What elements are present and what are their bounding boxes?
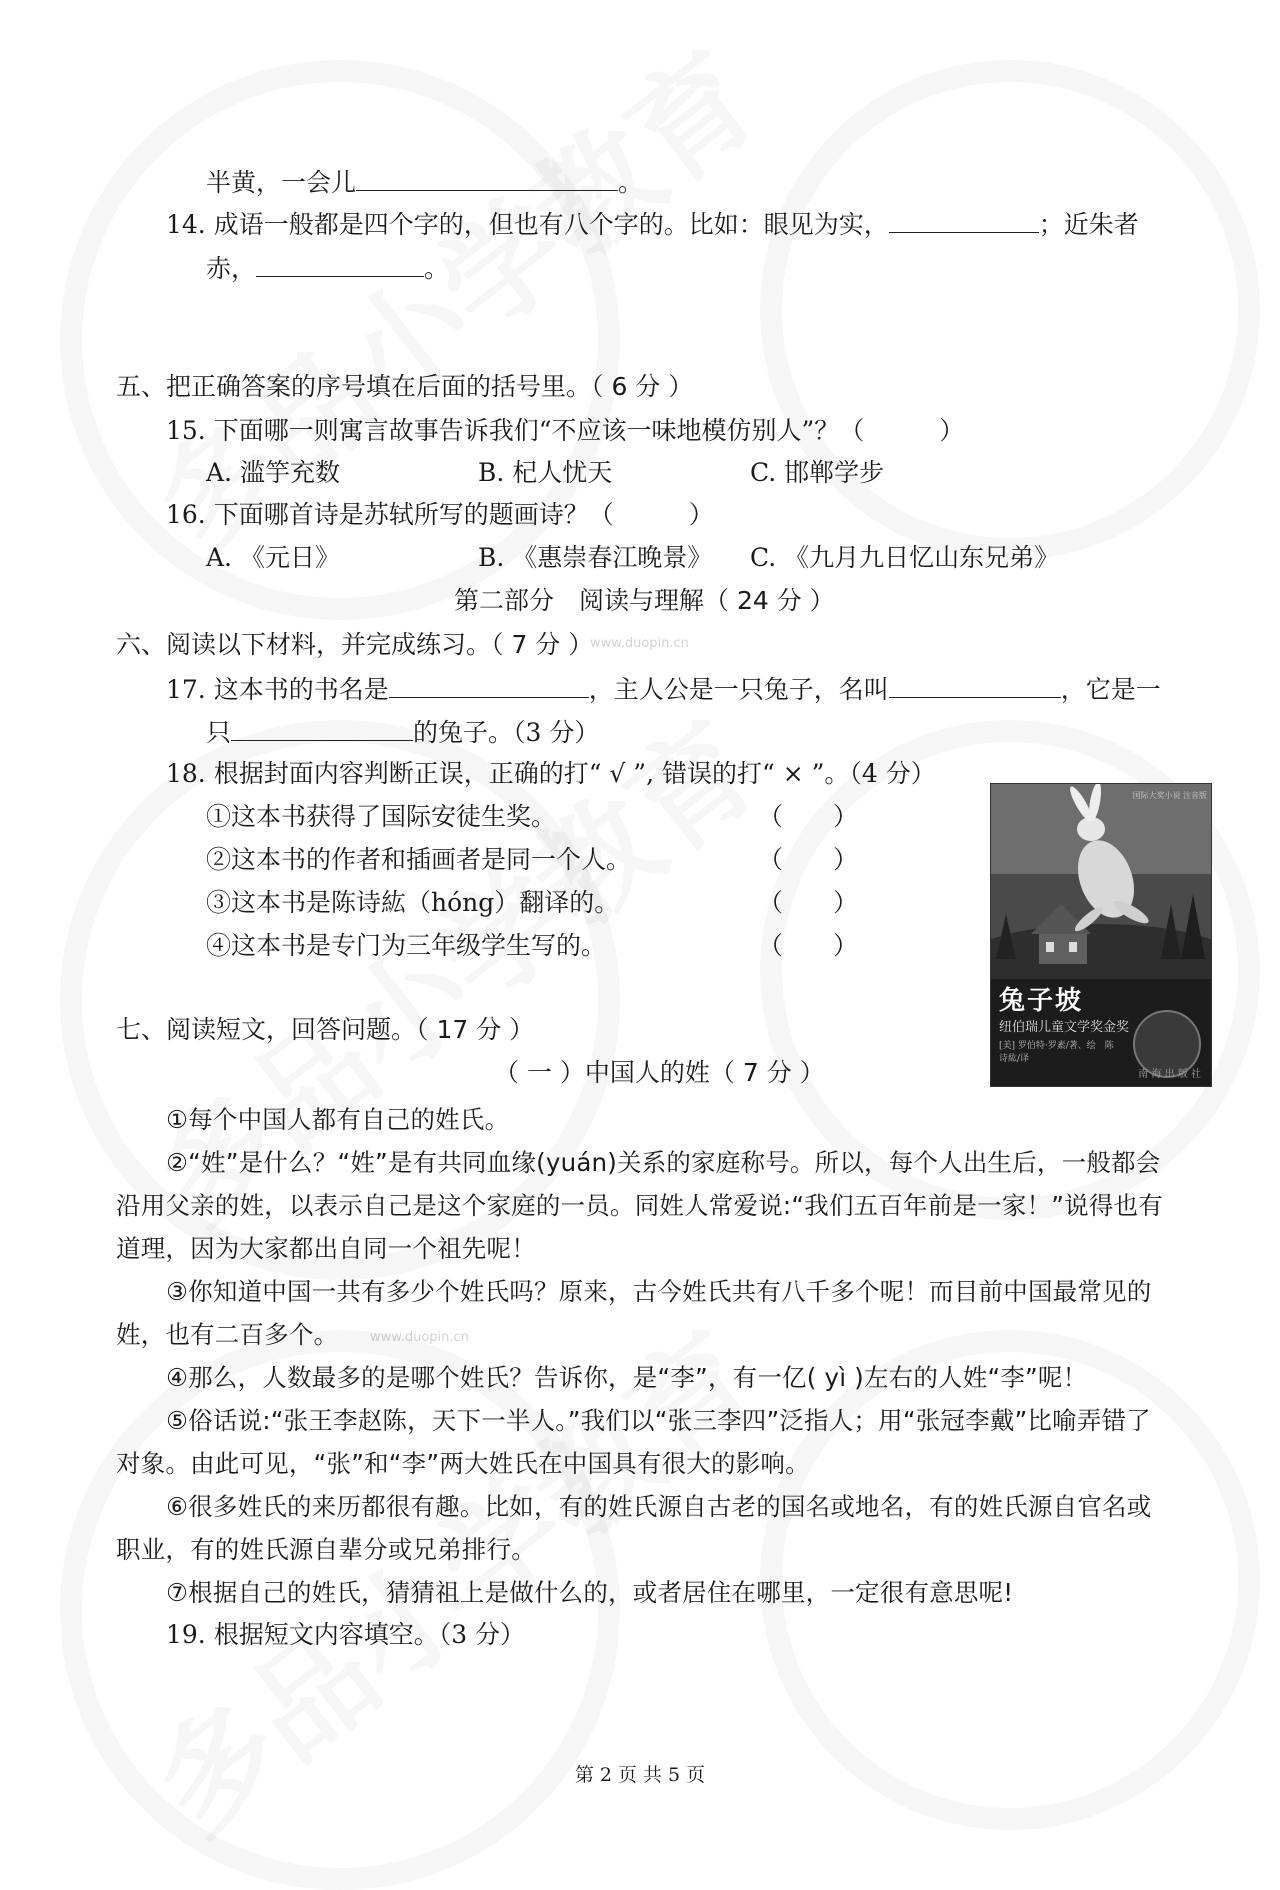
passage-paragraph-6: ⑥很多姓氏的来历都很有趣。比如，有的姓氏源自古老的国名或地名，有的姓氏源自官名或职业，有的姓氏源自辈分或兄弟排行。 bbox=[116, 1492, 1152, 1564]
cover-publisher: 南 海 出 版 社 bbox=[1138, 1069, 1201, 1080]
q18-item-2: ②这本书的作者和插画者是同一个人。 bbox=[206, 845, 632, 874]
q18-answer-paren[interactable]: （ ） bbox=[758, 845, 859, 874]
section-7-heading: 七、阅读短文，回答问题。（ 17 分 ） bbox=[116, 1015, 535, 1044]
q18-answer-paren[interactable]: （ ） bbox=[758, 931, 859, 960]
question-19: 19. 根据短文内容填空。（3 分） bbox=[166, 1620, 526, 1649]
q18-item-1: ①这本书获得了国际安徒生奖。 bbox=[206, 802, 557, 831]
q15-option-a[interactable]: A. 滥竽充数 bbox=[206, 458, 340, 487]
answer-blank[interactable] bbox=[256, 250, 424, 277]
question-16: 16. 下面哪首诗是苏轼所写的题画诗？（ ） bbox=[166, 500, 714, 529]
question-18: 18. 根据封面内容判断正误，正确的打“ √ ”, 错误的打“ × ”。（4 分） bbox=[166, 759, 936, 788]
passage-paragraph-3: ③你知道中国一共有多少个姓氏吗？原来，古今姓氏共有八千多个呢！而目前中国最常见的姓，也有二百多个。 bbox=[116, 1277, 1152, 1349]
cover-title: 兔子坡 bbox=[999, 986, 1084, 1016]
passage-paragraph-1: ①每个中国人都有自己的姓氏。 bbox=[166, 1105, 510, 1134]
answer-blank[interactable] bbox=[231, 714, 413, 741]
q18-item-3: ③这本书是陈诗紘（hóng）翻译的。 bbox=[206, 888, 620, 917]
q18-answer-paren[interactable]: （ ） bbox=[758, 802, 859, 831]
answer-blank[interactable] bbox=[356, 164, 618, 191]
question-17: 17. 这本书的书名是 ，主人公是一只兔子，名叫 ，它是一 bbox=[166, 671, 1161, 707]
section-5-heading: 五、把正确答案的序号填在后面的括号里。（ 6 分 ） bbox=[116, 372, 694, 401]
answer-blank[interactable] bbox=[389, 671, 589, 698]
book-cover-image bbox=[990, 783, 1212, 1087]
watermark-site: www.duopin.cn bbox=[370, 1330, 469, 1345]
part-2-heading: 第二部分 阅读与理解（ 24 分 ） bbox=[454, 586, 835, 615]
question-17-line2: 只 的兔子。（3 分） bbox=[206, 714, 599, 750]
passage-paragraph-4: ④那么，人数最多的是哪个姓氏？告诉你，是“李”，有一亿( yì )左右的人姓“李”呢！ bbox=[166, 1363, 1088, 1392]
q16-option-b[interactable]: B. 《惠崇春江晚景》 bbox=[478, 543, 713, 572]
passage-title: （ 一 ）中国人的姓（ 7 分 ） bbox=[494, 1058, 825, 1087]
cover-illustration bbox=[991, 784, 1211, 979]
section-6-heading: 六、阅读以下材料，并完成练习。（ 7 分 ） bbox=[116, 630, 594, 659]
cover-author: [美] 罗伯特·罗素/著、绘 陈诗紘/译 bbox=[999, 1041, 1114, 1064]
passage-paragraph-2: ②“姓”是什么？“姓”是有共同血缘(yuán)关系的家庭称号。所以，每个人出生后，一般都会沿用父亲的姓，以表示自己是这个家庭的一员。同姓人常爱说:“我们五百年前是一家！”说得也有道理，因为大家都出自同一个祖先呢！ bbox=[116, 1148, 1163, 1263]
q18-answer-paren[interactable]: （ ） bbox=[758, 888, 859, 917]
question-14: 14. 成语一般都是四个字的，但也有八个字的。比如：眼见为实， ；近朱者 bbox=[166, 206, 1139, 242]
question-15: 15. 下面哪一则寓言故事告诉我们“不应该一味地模仿别人”？（ ） bbox=[166, 416, 965, 445]
page-number: 第 2 页 共 5 页 bbox=[574, 1764, 706, 1786]
cover-series-label: 国际大奖小说 注音版 bbox=[1132, 791, 1207, 800]
answer-blank[interactable] bbox=[889, 671, 1061, 698]
question-14-line2: 赤， 。 bbox=[206, 250, 449, 286]
answer-blank[interactable] bbox=[889, 206, 1039, 233]
q16-option-a[interactable]: A. 《元日》 bbox=[206, 543, 340, 572]
q15-option-c[interactable]: C. 邯郸学步 bbox=[750, 458, 885, 487]
q13-continuation: 半黄，一会儿 。 bbox=[206, 164, 643, 200]
cover-award: 纽伯瑞儿童文学奖金奖 bbox=[999, 1020, 1130, 1035]
passage-paragraph-7: ⑦根据自己的姓氏，猜猜祖上是做什么的，或者居住在哪里，一定很有意思呢! bbox=[166, 1578, 1014, 1607]
q15-option-b[interactable]: B. 杞人忧天 bbox=[478, 458, 613, 487]
q18-item-4: ④这本书是专门为三年级学生写的。 bbox=[206, 931, 607, 960]
q16-option-c[interactable]: C. 《九月九日忆山东兄弟》 bbox=[750, 543, 1060, 572]
passage-paragraph-5: ⑤俗话说:“张王李赵陈，天下一半人。”我们以“张三李四”泛指人；用“张冠李戴”比喻弄错了对象。由此可见，“张”和“李”两大姓氏在中国具有很大的影响。 bbox=[116, 1406, 1151, 1478]
watermark-circle bbox=[60, 60, 620, 620]
watermark-site: www.duopin.cn bbox=[590, 636, 689, 651]
